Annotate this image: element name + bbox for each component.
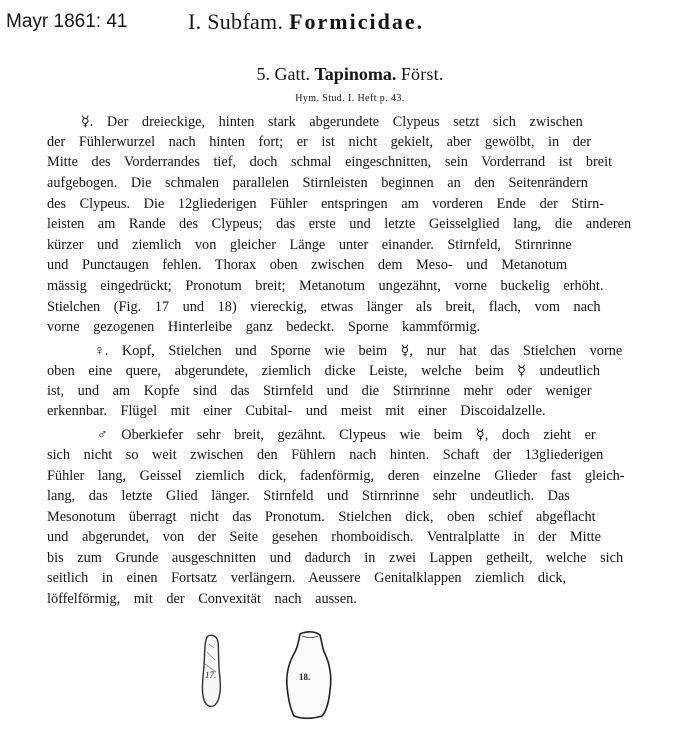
text-line: der Fühlerwurzel nach hinten fort; er ist nicht gekielt, aber gewölbt, in der — [47, 134, 591, 150]
text-line: ♂ Oberkiefer sehr breit, gezähnt. Clypeus wie beim ☿, doch zieht er — [97, 427, 596, 443]
text-line: ist, und am Kopfe sind das Stirnfeld und die Stirnrinne mehr oder weniger — [47, 383, 592, 399]
genus-number: 5. Gatt. — [256, 64, 310, 84]
text-line: sich nicht so weit zwischen den Fühlern nach hinten. Schaft der 13gliederigen — [47, 447, 604, 463]
figure-17-petiole-drawing — [193, 630, 233, 710]
figure-17-label: 17. — [205, 670, 217, 680]
text-line: und Punctaugen fehlen. Thorax oben zwischen dem Meso- und Metanotum — [47, 257, 568, 273]
genus-heading — [0, 64, 700, 85]
subfamily-prefix: I. Subfam. — [188, 9, 284, 34]
figure-18-label: 18. — [299, 672, 311, 682]
text-line: erkennbar. Flügel mit einer Cubital- und meist mit einer Discoidalzelle. — [47, 403, 546, 419]
text-line: leisten am Rande des Clypeus; das erste und letzte Geisselglied lang, die anderen — [47, 216, 632, 232]
subfamily-name: Formicidae. — [289, 9, 425, 34]
text-line: ♀. Kopf, Stielchen und Sporne wie beim ☿, nur hat das Stielchen vorne — [94, 343, 623, 359]
text-line: und abgerundet, von der Seite gesehen rhomboidisch. Ventralplatte in der Mitte — [47, 529, 601, 545]
genus-name: Tapinoma. — [314, 64, 397, 84]
source-citation: Mayr 1861: 41 — [6, 11, 128, 32]
text-line: Mesonotum überragt nicht das Pronotum. Stielchen dick, oben schief abgeflacht — [47, 509, 596, 525]
text-line: lang, das letzte Glied länger. Stirnfeld und Stirnrinne sehr undeutlich. Das — [47, 488, 570, 504]
text-line: ☿. Der dreieckige, hinten stark abgerundete Clypeus setzt sich zwischen — [81, 114, 583, 130]
text-line: des Clypeus. Die 12gliederigen Fühler entspringen am vorderen Ende der Stirn- — [47, 196, 604, 212]
genus-author: Först. — [400, 64, 444, 84]
text-line: aufgebogen. Die schmalen parallelen Stirnleisten beginnen an den Seitenrändern — [47, 175, 588, 191]
text-line: Fühler lang, Geissel ziemlich dick, fadenförmig, deren einzelne Glieder fast gleich- — [47, 468, 625, 484]
text-line: Stielchen (Fig. 17 und 18) viereckig, etwas länger als breit, flach, vom nach — [47, 299, 601, 315]
text-line: löffelförmig, mit der Convexität nach aussen. — [47, 591, 357, 607]
literature-reference: Hym. Stud. I. Heft p. 43. — [295, 93, 405, 104]
text-line: kürzer und ziemlich von gleicher Länge unter einander. Stirnfeld, Stirnrinne — [47, 237, 572, 253]
figure-18-petiole-drawing — [280, 628, 336, 720]
subfamily-heading — [188, 9, 424, 35]
text-line: seitlich in einen Fortsatz verlängern. Aeussere Genitalklappen ziemlich dick, — [47, 570, 567, 586]
text-line: bis zum Grunde ausgeschnitten und dadurch in zwei Lappen getheilt, welche sich — [47, 550, 624, 566]
text-line: vorne gezogenen Hinterleibe ganz bedeckt. Sporne kammförmig. — [47, 319, 481, 335]
text-line: oben eine quere, abgerundete, ziemlich dicke Leiste, welche beim ☿ undeutlich — [47, 363, 600, 379]
text-line: mässig eingedrückt; Pronotum breit; Metanotum ungezähnt, vorne buckelig erhöht. — [47, 278, 604, 294]
text-line: Mitte des Vorderrandes tief, doch schmal eingeschnitten, sein Vorderrand ist breit — [47, 154, 613, 170]
